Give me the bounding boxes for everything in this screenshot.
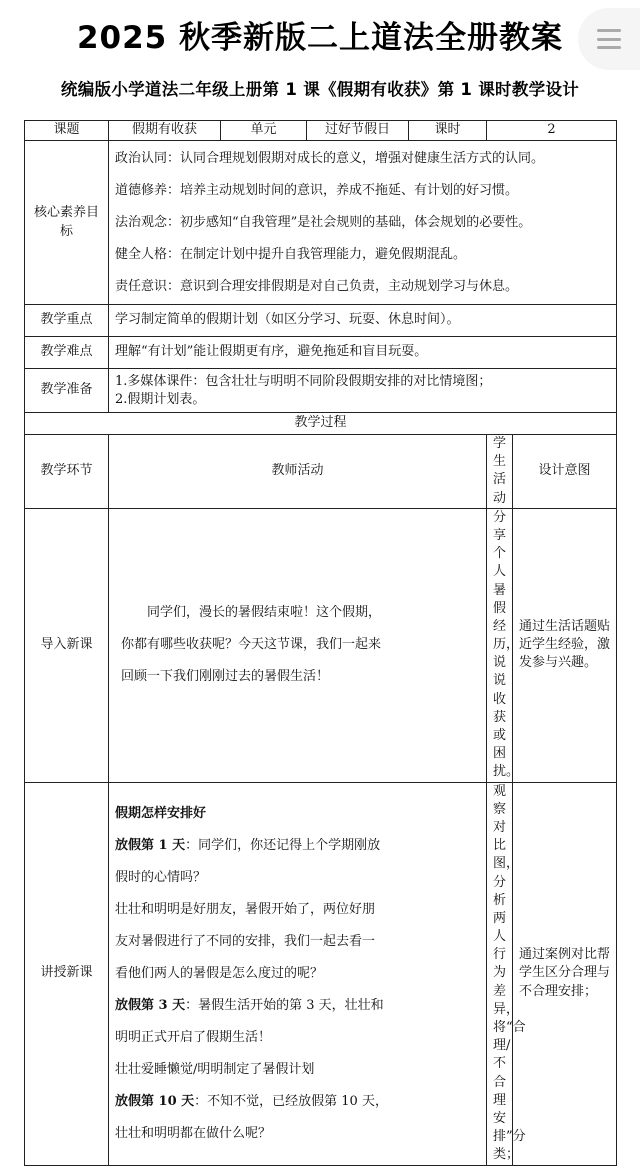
day3-label: 放假第 3 天	[115, 997, 186, 1013]
para1c: 看他们两人的暑假是怎么度过的呢？	[115, 965, 324, 981]
intro-student: 分享个人暑假经历，说说收获或困扰。	[487, 508, 513, 782]
intro-teacher-line: 同学们，漫长的暑假结束啦！这个假期，	[147, 605, 382, 621]
intro-stage: 导入新课	[25, 508, 109, 782]
info-row	[25, 121, 617, 141]
preparation-content	[109, 369, 617, 413]
difficulty-text: 理解“有计划”能让假期更有序，避免拖延和盲目玩耍。	[109, 337, 617, 369]
day3-text2: 明明正式开启了假期生活！	[115, 1029, 272, 1045]
header-intent: 设计意图	[513, 435, 617, 509]
preparation-item: 1.多媒体课件：包含壮壮与明明不同阶段假期安排的对比情境图；	[115, 373, 492, 389]
process-title-row	[25, 413, 617, 435]
day3-text: ：暑假生活开始的第 3 天，壮壮和	[185, 997, 384, 1013]
difficulty-row	[25, 337, 617, 369]
page-title: 2025 秋季新版二上道法全册教案	[76, 20, 564, 56]
header-teacher: 教师活动	[109, 435, 487, 509]
teaching-stage: 讲授新课	[25, 782, 109, 1165]
unit-label: 单元	[221, 121, 307, 141]
topic-value: 假期有收获	[109, 121, 221, 141]
para2: 壮壮爱睡懒觉/明明制定了暑假计划	[115, 1061, 315, 1077]
teaching-heading: 假期怎样安排好	[115, 805, 207, 821]
goal-item: 健全人格：在制定计划中提升自我管理能力，避免假期混乱。	[115, 246, 467, 262]
teaching-row	[25, 782, 617, 1165]
header-stage: 教学环节	[25, 435, 109, 509]
goal-item: 责任意识：意识到合理安排假期是对自己负责，主动规划学习与休息。	[115, 278, 519, 294]
teaching-intent: 通过案例对比帮学生区分合理与不合理安排；	[513, 782, 617, 1165]
hamburger-menu-icon	[597, 29, 621, 49]
core-goals-label-text: 核心素养目标	[33, 205, 99, 239]
key-point-row	[25, 305, 617, 337]
menu-button[interactable]	[578, 8, 640, 70]
goal-item: 道德修养：培养主动规划时间的意识，养成不拖延、有计划的好习惯。	[115, 182, 519, 198]
core-goals-row	[25, 141, 617, 305]
unit-value: 过好节假日	[307, 121, 409, 141]
day10-label: 放假第 10 天	[115, 1093, 195, 1109]
hours-value: 2	[487, 121, 617, 141]
core-goals-content	[109, 141, 617, 305]
intro-row	[25, 508, 617, 782]
day1-text: ：同学们，你还记得上个学期刚放	[185, 837, 381, 853]
intro-teacher	[109, 508, 487, 782]
intro-teacher-line: 你都有哪些收获呢？今天这节课，我们一起来	[121, 637, 382, 653]
process-title: 教学过程	[25, 413, 617, 435]
day1-text2: 假时的心情吗？	[115, 869, 207, 885]
day10-line	[115, 1086, 480, 1118]
difficulty-label: 教学难点	[25, 337, 109, 369]
para1: 壮壮和明明是好朋友，暑假开始了，两位好朋	[115, 901, 376, 917]
day10-text2: 壮壮和明明都在做什么呢？	[115, 1125, 272, 1141]
header-student: 学生活动	[487, 435, 513, 509]
para1b: 友对暑假进行了不同的安排，我们一起去看一	[115, 933, 376, 949]
day1-label: 放假第 1 天	[115, 837, 186, 853]
intro-intent: 通过生活话题贴近学生经验，激发参与兴趣。	[513, 508, 617, 782]
key-point-text: 学习制定简单的假期计划（如区分学习、玩耍、休息时间）。	[109, 305, 617, 337]
topic-label: 课题	[25, 121, 109, 141]
goal-item: 法治观念：初步感知“自我管理”是社会规则的基础，体会规划的必要性。	[115, 214, 532, 230]
teaching-student: 观察对比图，分析两人行为差异，将“合理/不合理安排”分类；	[487, 782, 513, 1165]
day1-line	[115, 830, 480, 862]
core-goals-label	[25, 141, 109, 305]
key-point-label: 教学重点	[25, 305, 109, 337]
goal-item: 政治认同：认同合理规划假期对成长的意义，增强对健康生活方式的认同。	[115, 150, 545, 166]
preparation-label: 教学准备	[25, 369, 109, 413]
hours-label: 课时	[409, 121, 487, 141]
intro-teacher-line: 回顾一下我们刚刚过去的暑假生活！	[121, 669, 330, 685]
lesson-plan-table	[24, 120, 617, 1166]
day10-text: ：不知不觉，已经放假第 10 天，	[194, 1093, 388, 1109]
lesson-subtitle: 统编版小学道法二年级上册第 1 课《假期有收获》第 1 课时教学设计	[60, 80, 580, 99]
process-header-row	[25, 435, 617, 509]
preparation-item: 2.假期计划表。	[115, 391, 206, 407]
day3-line	[115, 990, 480, 1022]
preparation-row	[25, 369, 617, 413]
teaching-teacher	[109, 782, 487, 1165]
